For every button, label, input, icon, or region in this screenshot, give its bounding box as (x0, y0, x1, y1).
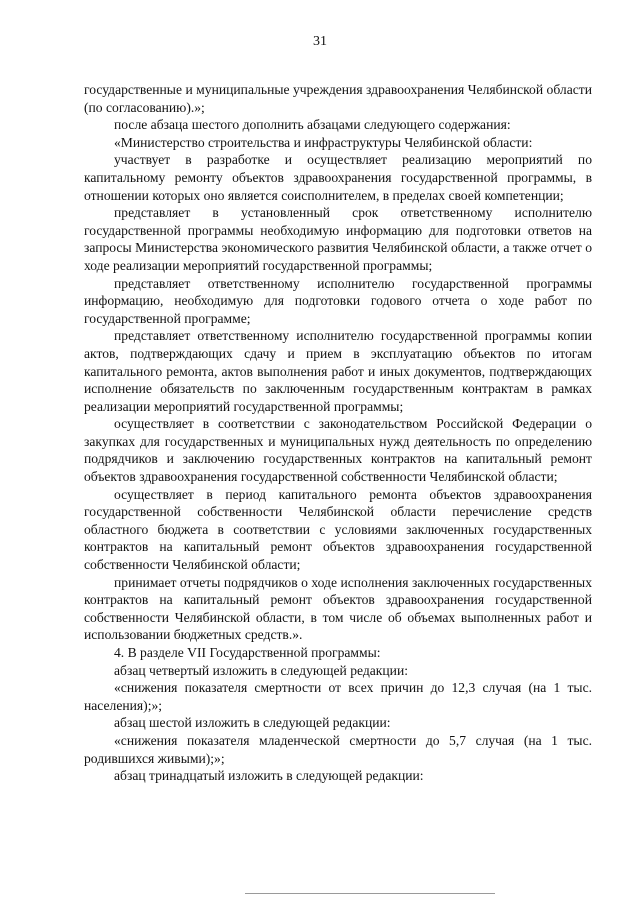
paragraph-5: представляет в установленный срок ответственному исполнителю государственной программы необходимую информацию для подготовки ответов на запросы Министерства экономического развития Челябинской области, а также отчет о ходе реализации мероприятий государственной программы; (84, 205, 592, 273)
paragraph-11: 4. В разделе VII Государственной программы: (114, 645, 381, 660)
document-body (84, 81, 592, 785)
paragraph-7: представляет ответственному исполнителю государственной программы копии актов, подтверждающих сдачу и прием в эксплуатацию объектов по итогам капитального ремонта, актов выполнения работ и иных документов, подтверждающих исполнение обязательств по заключенным государственным контрактам в рамках реализации мероприятий государственной программы; (84, 328, 592, 414)
paragraph-15: «снижения показателя младенческой смертности до 5,7 случая (на 1 тыс. родившихся живыми);»; (84, 732, 592, 766)
paragraph-9: осуществляет в период капитального ремонта объектов здравоохранения государственной собственности Челябинской области перечисление средств областного бюджета в соответствии с условиями заключенных государственных контрактов на капитальный ремонт объектов здравоохранения государственной собственности Челябинской области; (84, 486, 592, 573)
paragraph-13: «снижения показателя смертности от всех причин до 12,3 случая (на 1 тыс. населения);»; (84, 680, 592, 713)
paragraph-10: принимает отчеты подрядчиков о ходе исполнения заключенных государственных контрактов на капитальный ремонт объектов здравоохранения государственной собственности Челябинской области, в том числе об объемах выполненных работ и использовании бюджетных средств.». (84, 574, 592, 643)
paragraph-14: абзац шестой изложить в следующей редакции: (114, 715, 391, 731)
paragraph-6: представляет ответственному исполнителю государственной программы информацию, необходимую для подготовки годового отчета о ходе работ по государственной программе; (84, 275, 592, 326)
paragraph-12: абзац четвертый изложить в следующей редакции: (114, 662, 409, 678)
paragraph-1: государственные и муниципальные учреждения здравоохранения Челябинской области (по согласованию).»; (84, 82, 592, 115)
scan-edge-line (245, 893, 495, 894)
paragraph-3: «Министерство строительства и инфраструктуры Челябинской области: (114, 134, 533, 150)
paragraph-2: после абзаца шестого дополнить абзацами следующего содержания: (114, 117, 511, 133)
paragraph-16: абзац тринадцатый изложить в следующей редакции: (114, 768, 424, 784)
page-number: 31 (313, 34, 327, 49)
paragraph-8: осуществляет в соответствии с законодательством Российской Федерации о закупках для государственных и муниципальных нужд деятельность по определению подрядчиков и заключению государственных контрактов на капитальный ремонт объектов здравоохранения государственной собственности Челябинской области; (84, 416, 592, 485)
paragraph-4: участвует в разработке и осуществляет реализацию мероприятий по капитальному ремонту объектов здравоохранения государственной программы, в отношении которых оно является соисполнителем, в пределах своей компетенции; (84, 152, 592, 203)
